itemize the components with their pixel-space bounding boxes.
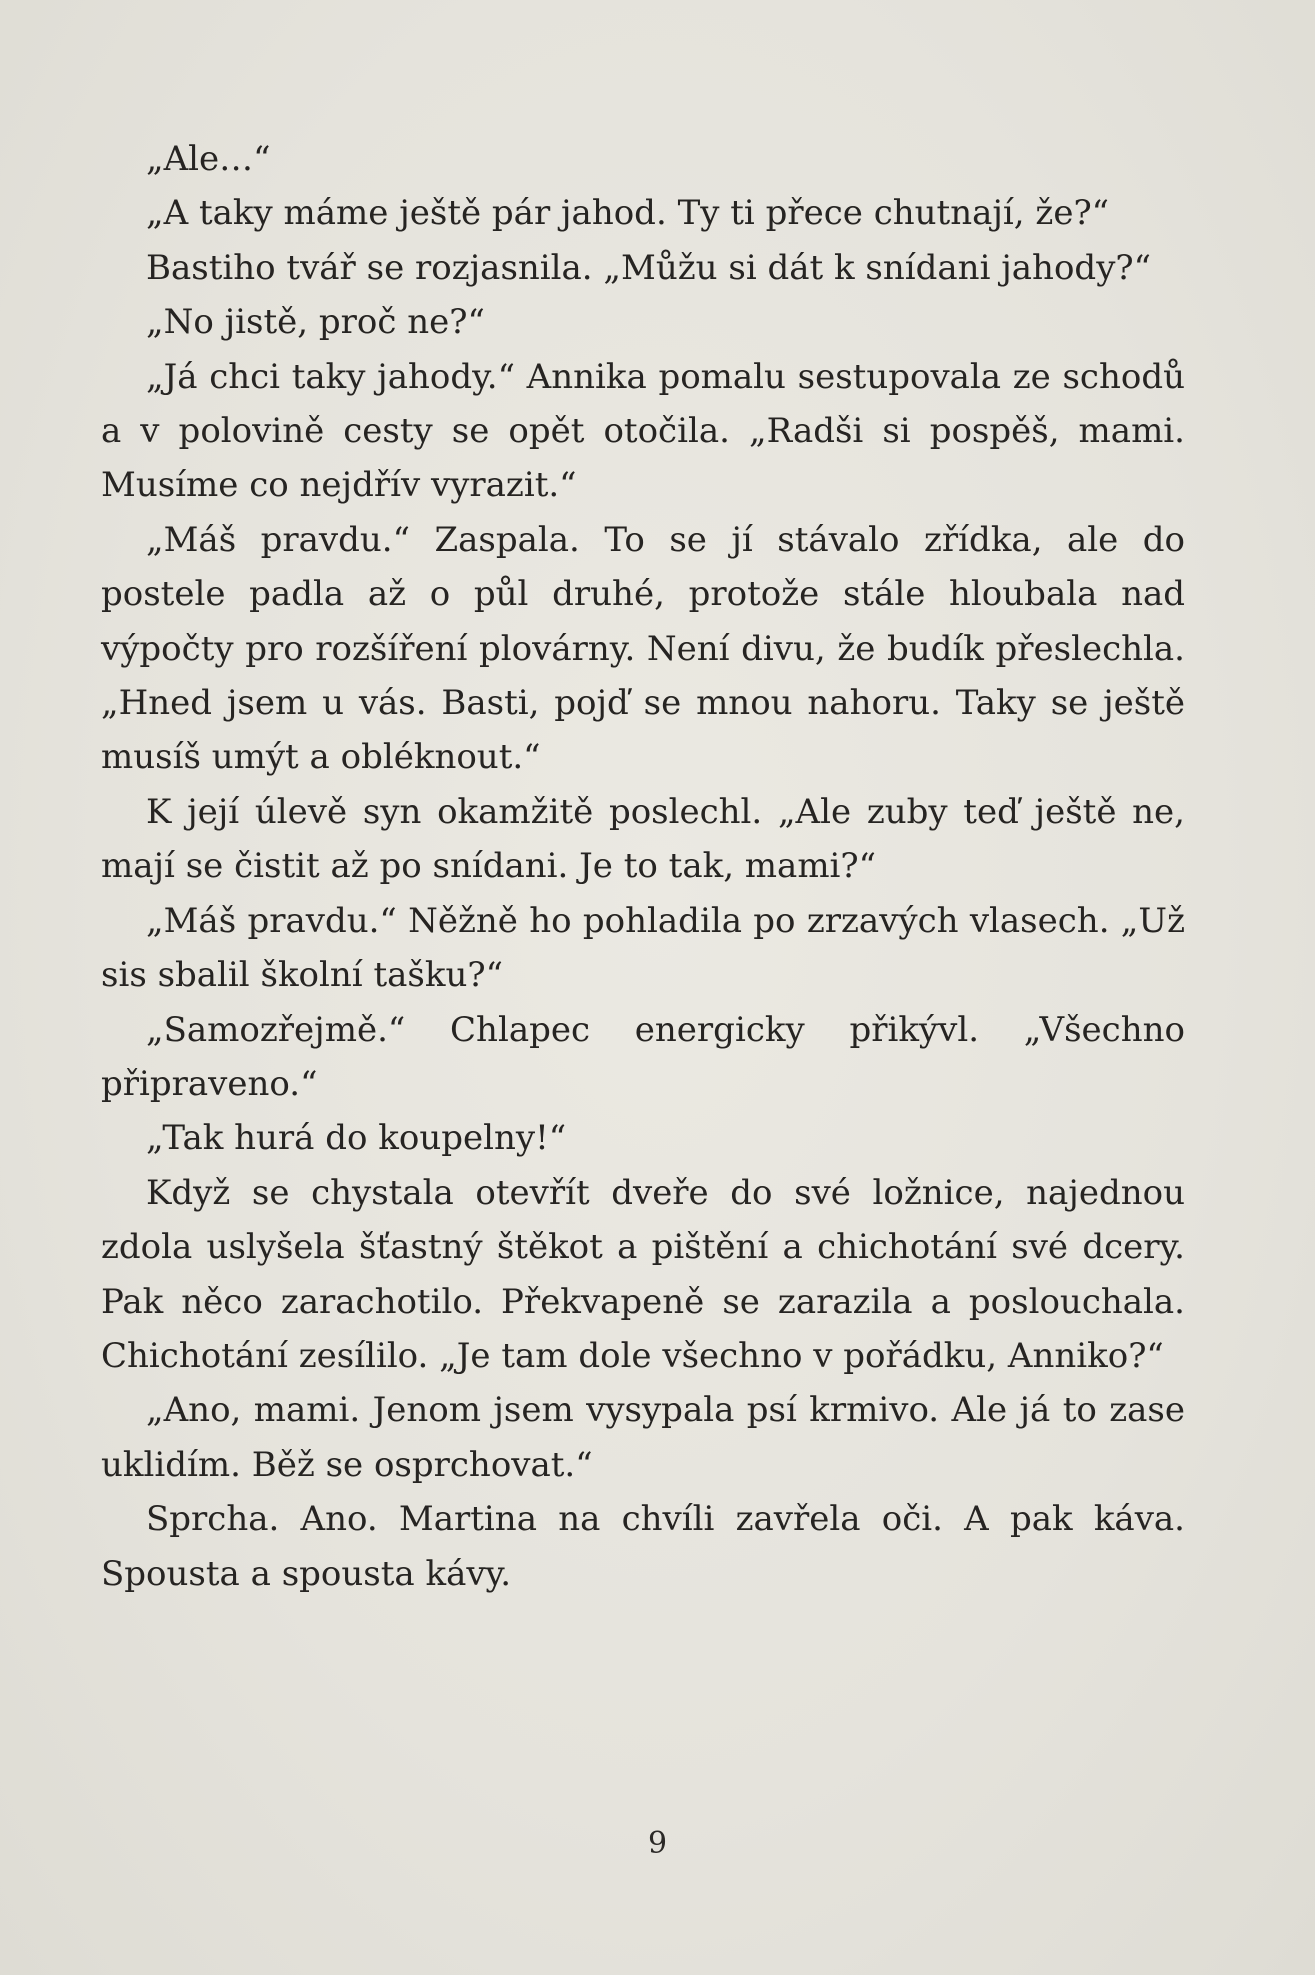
paragraph: „Já chci taky jahody.“ Annika pomalu sestupovala ze schodů a v polovině cesty se opět otočila. „Radši si pospěš, mami. Musíme co nejdřív vyrazit.“ [101,356,1185,506]
body-text [101,132,1185,1601]
paragraph: „Máš pravdu.“ Něžně ho pohladila po zrzavých vlasech. „Už sis sbalil školní tašku?“ [101,900,1185,996]
paragraph: „Ano, mami. Jenom jsem vysypala psí krmivo. Ale já to zase uklidím. Běž se osprchovat.“ [101,1390,1185,1485]
paragraph: „Ale…“ [146,139,271,179]
paragraph: „No jistě, proč ne?“ [146,302,485,343]
paragraph: Když se chystala otevřít dveře do své ložnice, najednou zdola uslyšela šťastný štěkot a pištění a chichotání své dcery. Pak něco zarachotilo. Překvapeně se zarazila a poslouchala. Chichotání zesílilo. „Je tam dole všechno v pořádku, Anniko?“ [101,1172,1185,1376]
paragraph: „Tak hurá do koupelny!“ [146,1118,567,1159]
paragraph: „Samozřejmě.“ Chlapec energicky přikývl. „Všechno připraveno.“ [101,1009,1185,1104]
paragraph: „A taky máme ještě pár jahod. Ty ti přece chutnají, že?“ [146,193,1110,234]
page-number: 9 [647,1826,668,1861]
paragraph: Bastiho tvář se rozjasnila. „Můžu si dát k snídani jahody?“ [146,247,1152,288]
paragraph: K její úlevě syn okamžitě poslechl. „Ale zuby teď ještě ne, mají se čistit až po snídani. Je to tak, mami?“ [101,791,1185,887]
paragraph: „Máš pravdu.“ Zaspala. To se jí stávalo zřídka, ale do postele padla až o půl druhé, protože stále hloubala nad výpočty pro rozšíření plovárny. Není divu, že budík přeslechla. „Hned jsem u vás. Basti, pojď se mnou nahoru. Taky se ještě musíš umýt a obléknout.“ [101,519,1185,778]
paragraph: Sprcha. Ano. Martina na chvíli zavřela oči. A pak káva. Spousta a spousta kávy. [101,1499,1185,1594]
